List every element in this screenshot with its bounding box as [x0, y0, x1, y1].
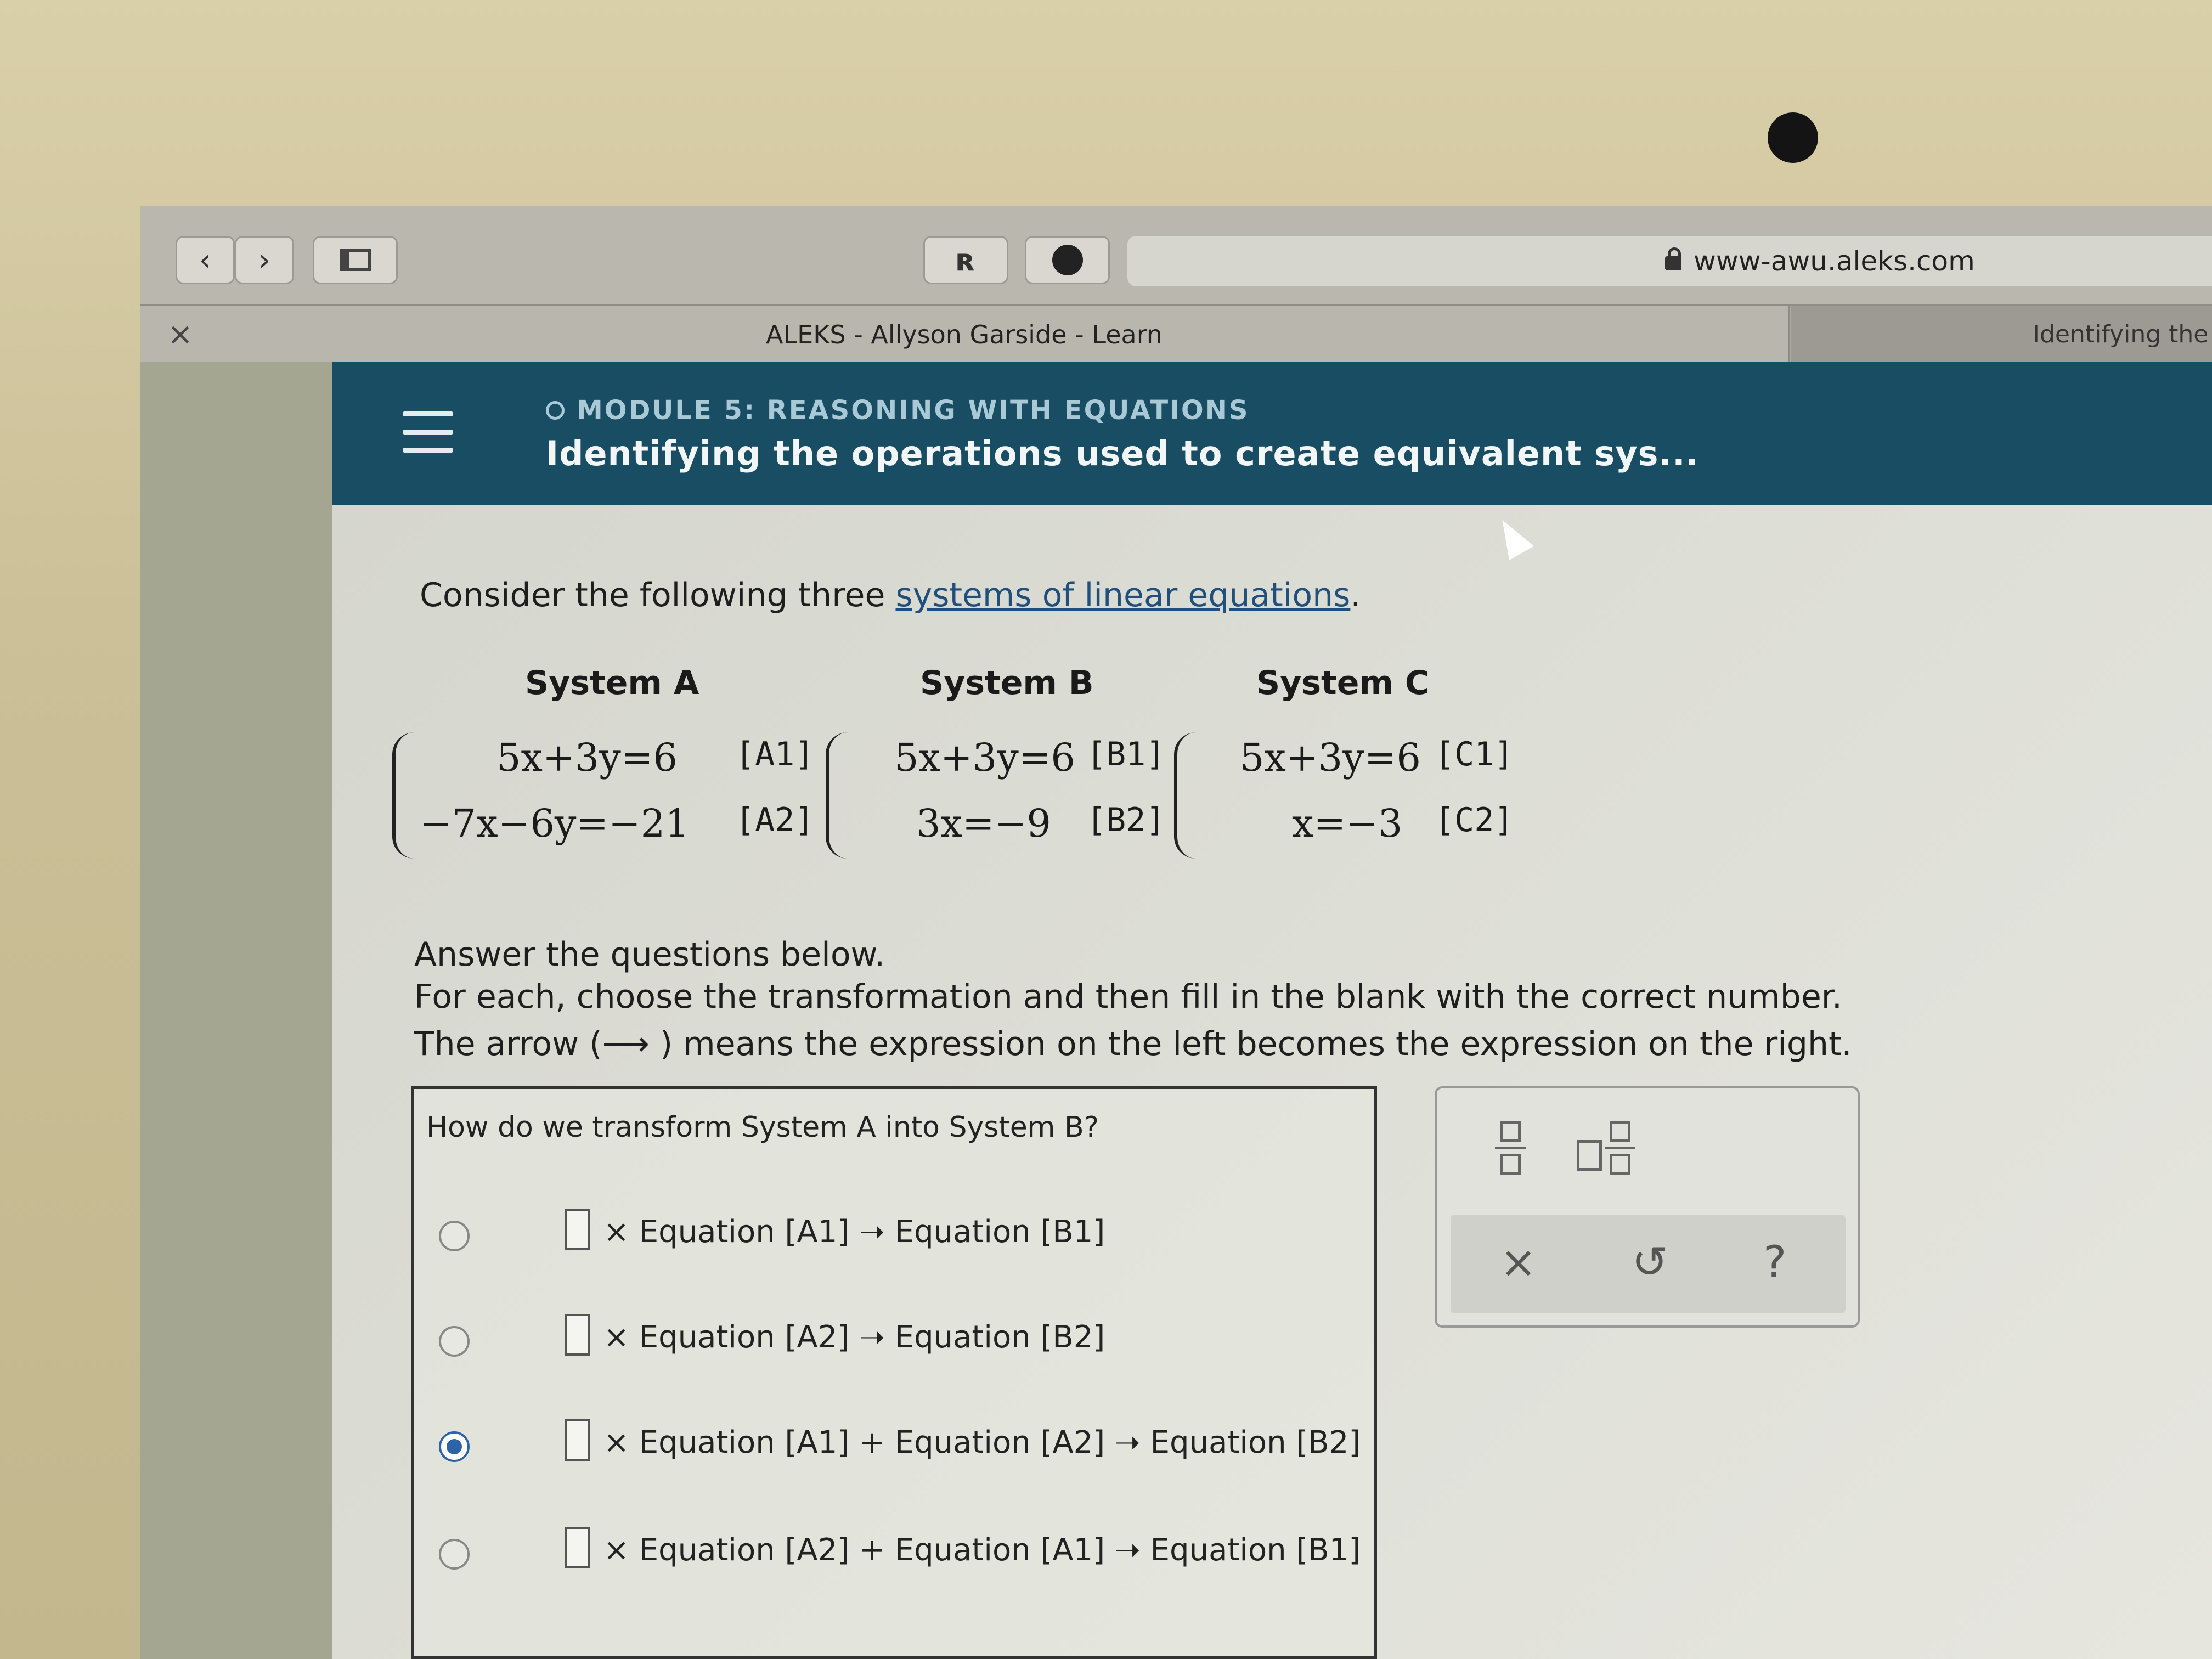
back-button[interactable]	[176, 236, 235, 284]
forward-button[interactable]	[235, 236, 294, 284]
extension-button[interactable]	[923, 236, 1008, 284]
option-2[interactable]	[414, 1310, 1374, 1375]
record-icon	[1052, 245, 1083, 275]
option-4-blank-input[interactable]	[565, 1527, 590, 1568]
option-4-radio[interactable]	[439, 1539, 470, 1570]
option-3-blank-input[interactable]	[565, 1419, 590, 1461]
option-3[interactable]	[414, 1415, 1374, 1481]
option-2-label: × Equation [A2] ➝ Equation [B2]	[603, 1319, 1105, 1355]
whole-box-icon	[1577, 1140, 1602, 1171]
option-1[interactable]	[414, 1204, 1374, 1270]
lesson-header	[332, 362, 2212, 505]
systems-link[interactable]: systems of linear equations	[895, 576, 1351, 614]
system-c-title: System C	[1256, 664, 1429, 702]
extension-icon: ʀ	[956, 242, 976, 278]
sidebar-icon	[340, 249, 371, 271]
question-prompt: How do we transform System A into System B?	[426, 1111, 1099, 1144]
intro-lead: Consider the following three	[420, 576, 896, 614]
equation-b1: 5x+3y=6	[894, 735, 1075, 780]
mixed-number-button[interactable]	[1610, 1121, 1635, 1175]
tag-b1: [B1]	[1086, 735, 1166, 774]
browser-toolbar	[140, 206, 2212, 304]
option-1-radio[interactable]	[439, 1221, 470, 1251]
undo-icon[interactable]: ↺	[1632, 1237, 1669, 1288]
system-b-brace	[826, 732, 851, 859]
instruction-line-1: Answer the questions below.	[414, 935, 885, 974]
help-icon[interactable]: ?	[1763, 1237, 1787, 1288]
sidebar-button[interactable]	[313, 236, 398, 284]
lock-icon	[1665, 256, 1681, 270]
option-4[interactable]	[414, 1522, 1374, 1588]
tag-a2: [A2]	[735, 801, 815, 839]
left-panel	[140, 362, 332, 1659]
url-text: www-awu.aleks.com	[1694, 245, 1975, 277]
tag-c1: [C1]	[1435, 735, 1514, 774]
web-page	[140, 362, 2212, 1659]
equation-a1: 5x+3y=6	[496, 735, 678, 780]
close-tab-icon[interactable]: ×	[167, 317, 193, 352]
menu-icon[interactable]	[403, 411, 453, 466]
option-4-label: × Equation [A2] + Equation [A1] ➝ Equation [B1]	[603, 1532, 1361, 1568]
tag-a1: [A1]	[735, 735, 815, 774]
fraction-button[interactable]	[1500, 1121, 1526, 1175]
tag-c2: [C2]	[1435, 801, 1514, 839]
extension-button-2[interactable]	[1025, 236, 1110, 284]
screen	[140, 206, 2212, 1659]
tool-row	[1451, 1215, 1846, 1313]
equation-b2: 3x=−9	[916, 801, 1051, 846]
option-2-radio[interactable]	[439, 1326, 470, 1357]
intro-end: .	[1350, 576, 1361, 614]
module-label	[546, 395, 1249, 426]
question-box	[411, 1086, 1377, 1659]
webcam	[1768, 112, 1818, 163]
chevron-right-icon: ›	[258, 242, 271, 278]
system-c-brace	[1174, 732, 1199, 859]
problem-area	[332, 505, 2212, 1659]
instruction-line-3: The arrow (⟶ ) means the expression on the left becomes the expression on the right.	[414, 1025, 1852, 1063]
system-a-title: System A	[525, 664, 699, 702]
option-1-blank-input[interactable]	[565, 1209, 590, 1250]
system-b-title: System B	[920, 664, 1094, 702]
lesson-title: Identifying the operations used to create equivalent sys...	[546, 433, 1700, 473]
tab-label: Identifying the	[2033, 320, 2209, 348]
tag-b2: [B2]	[1086, 801, 1166, 839]
clear-icon[interactable]: ×	[1500, 1237, 1537, 1288]
module-title: MODULE 5: REASONING WITH EQUATIONS	[577, 395, 1250, 426]
tab-bar	[140, 304, 2212, 363]
tab-identifying[interactable]	[1791, 306, 2212, 363]
equation-a2: −7x−6y=−21	[420, 801, 690, 846]
equation-c1: 5x+3y=6	[1240, 735, 1421, 780]
address-bar[interactable]	[1127, 236, 2212, 286]
chevron-left-icon: ‹	[199, 242, 212, 278]
tab-aleks[interactable]	[140, 306, 1790, 363]
option-3-label: × Equation [A1] + Equation [A2] ➝ Equation [B2]	[603, 1425, 1361, 1460]
instruction-line-2: For each, choose the transformation and then fill in the blank with the correct number.	[414, 978, 1842, 1016]
progress-ring-icon	[546, 401, 565, 420]
option-3-radio[interactable]	[439, 1431, 470, 1462]
intro-text	[420, 576, 1361, 614]
math-tool-panel	[1435, 1086, 1860, 1328]
option-2-blank-input[interactable]	[565, 1314, 590, 1356]
option-1-label: × Equation [A1] ➝ Equation [B1]	[603, 1214, 1105, 1250]
system-a-brace	[392, 732, 417, 859]
tab-label: ALEKS - Allyson Garside - Learn	[766, 319, 1163, 349]
equation-c2: x=−3	[1292, 801, 1403, 846]
